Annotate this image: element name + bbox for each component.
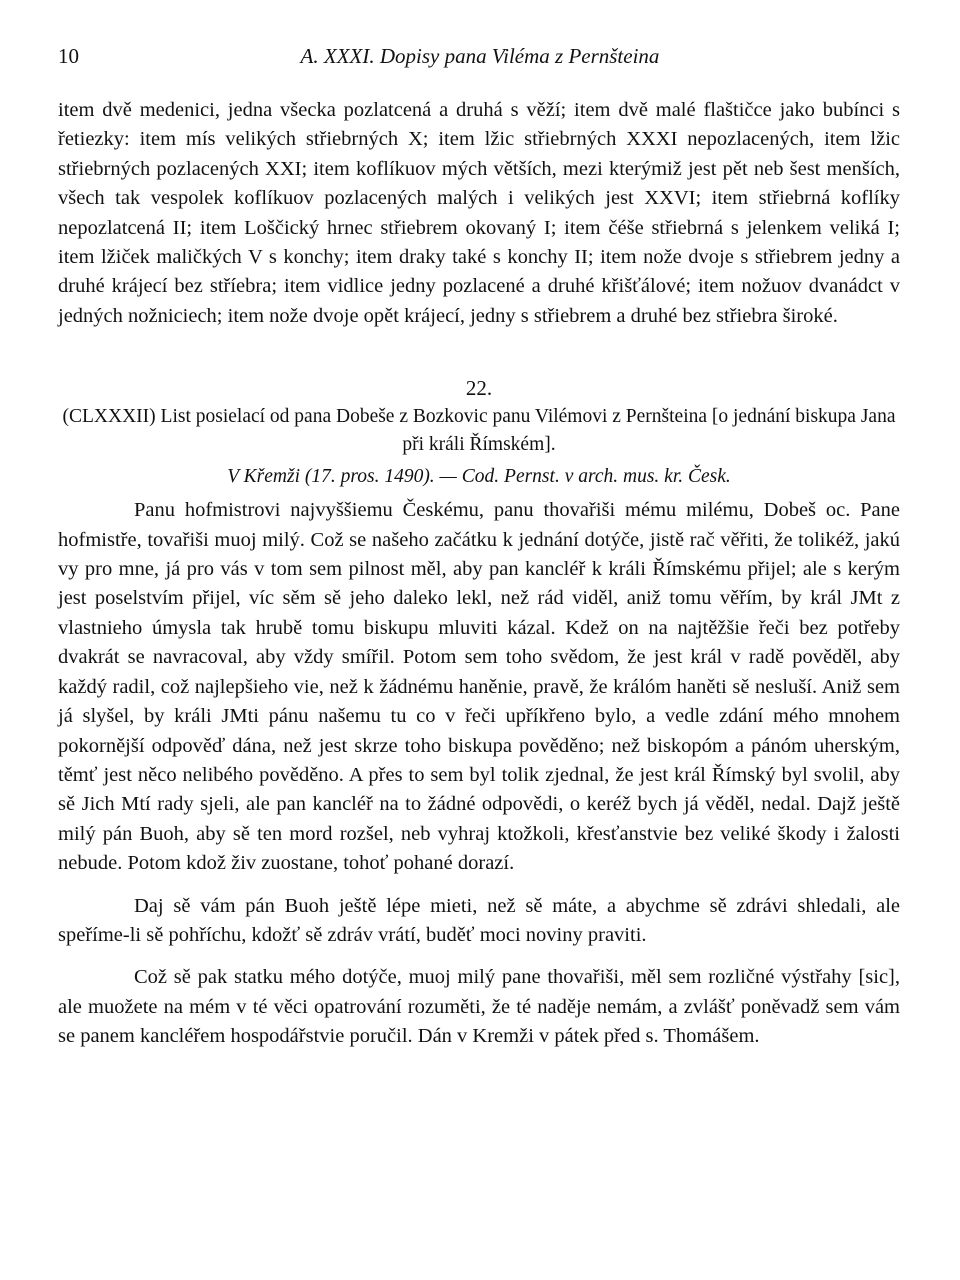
letter-paragraph-1: Panu hofmistrovi najvyššiemu Českému, panu thovařiši mému milému, Dobeš oc. Pane hofmistře, tovařiši muoj milý. Což se našeho začátku k jednání dotýče, jistě rač věřiti, že tolikéž, jakú vy pro mne, já pro vás v tom sem pilnost měl, aby pan kancléř k králi Římskému přijel; ale s kerým jest poselstvím přijel, víc sěm sě jeho daleko lekl, než rád viděl, aniž tomu věřím, by král JMt z vlastnieho úmysla tak hrubě tomu biskupu mluviti kázal. Kdež on na najtěžšie řeči bez potřeby dvakrát se navracoval, aby vždy smířil. Potom sem toho svědom, že jest král v radě pověděl, aby každý radil, což najlepšieho vie, než k žádnému haněnie, pravě, že králóm haněti sě nesluší. Aniž sem já slyšel, by králi JMti pánu našemu tu co v řeči upříkřeno bylo, a vedle zdání mého mnohem pokornější odpověď dána, než jest skrze toho biskupa pověděno; než biskopóm a pánóm uherským, těmť jest něco nelibého pověděno. A přes to sem byl tolik zjednal, že jest král Římský byl svolil, aby sě Jich Mtí rady sjeli, ale pan kancléř na to žádné odpovědi, o keréž bych já věděl, nedal. Dajž ještě milý pán Buoh, aby sě ten mord rozšel, neb vyhraj ktožkoli, křesťanstvie bez veliké škody i žalosti nebude. Potom kdož živ zuostane, tohoť pohané dorazí. [58, 499, 900, 875]
document-heading: (CLXXXII) List posielací od pana Dobeše z Bozkovic panu Vilémovi z Pernšteina [o jednání biskupa Jana při králi Římském]. [62, 406, 896, 456]
running-title: A. XXXI. Dopisy pana Viléma z Pernšteina [300, 44, 660, 68]
source-citation: V Křemži (17. pros. 1490). — Cod. Pernst. v arch. mus. kr. Česk. [227, 466, 731, 488]
page-number: 10 [58, 44, 79, 68]
page-body [58, 96, 900, 1052]
intro-paragraph: item dvě medenici, jedna všecka pozlatcená a druhá s věží; item dvě malé flaštičce jako bubínci s řetiezky: item mís velikých střiebrných X; item lžic střiebrných XXXI nepozlacených, item lžic střiebrných pozlacených XXI; item koflíkuov mých větších, mezi kterýmiž jest pět neb šest menších, všech tak vespolek koflíkuov pozlacených malých i velikých jest XXVI; item střiebrná koflíky nepozlatcená II; item Loščický hrnec střiebrem okovaný I; item čéše střiebrná s jelenkem veliká I; item lžiček maličkých V s konchy; item draky také s konchy II; item nože dvoje s střiebrem jedny a druhé krájecí bez stříebra; item vidlice jedny pozlacené a druhé křišťálové; item nožuov dvanádct v jedných nožniciech; item nože dvoje opět krájecí, jedny s střiebrem a druhé bez střiebra široké. [58, 99, 900, 327]
letter-paragraph-3: Což sě pak statku mého dotýče, muoj milý pane thovařiši, měl sem rozličné výstřahy [sic], ale muožete na mém v té věci opatrování rozuměti, že té naděje nemám, a zvlášť poněvadž sem vám se panem kancléřem hospodářstvie poručil. Dán v Kremži v pátek před s. Thomášem. [58, 966, 900, 1048]
page-header [58, 44, 902, 74]
section-number: 22. [465, 376, 493, 401]
letter-paragraph-2: Daj sě vám pán Buoh ještě lépe mieti, než sě máte, a abychme sě zdrávi shledali, ale speříme-li sě pohříchu, kdožť sě zdráv vrátí, buděť moci noviny praviti. [58, 894, 900, 946]
